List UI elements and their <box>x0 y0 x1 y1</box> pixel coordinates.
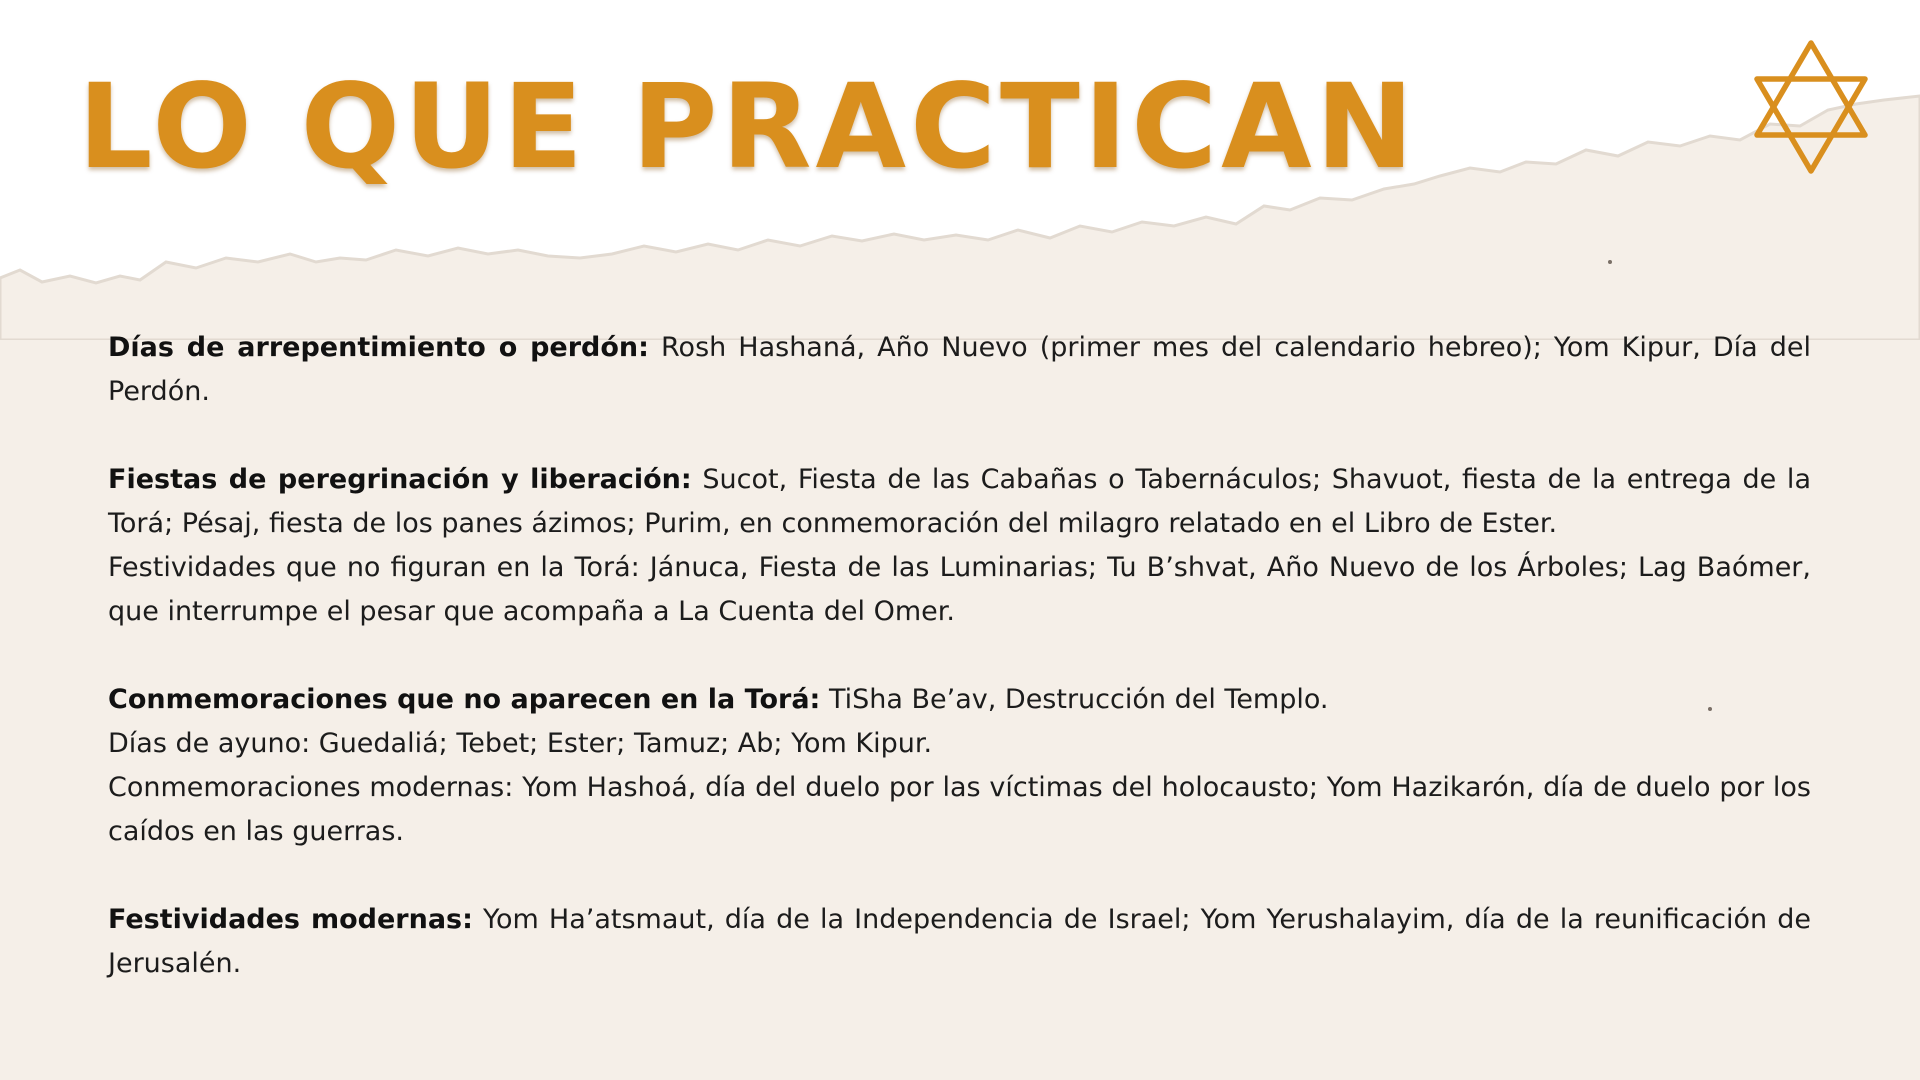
section-pilgrimage-festivals <box>108 458 1811 546</box>
section-text: Sucot, Fiesta de las Cabañas o Tabernáculos; Shavuot, fiesta de la entrega de la Torá; Pésaj, fiesta de los panes ázimos; Purim, en conmemoración del milagro relatado en el Libro de Ester. <box>108 464 1811 539</box>
section-modern-festivities <box>108 898 1811 986</box>
section-heading: Días de arrepentimiento o perdón: <box>108 332 649 363</box>
section-heading: Festividades modernas: <box>108 904 473 935</box>
section-heading: Conmemoraciones que no aparecen en la Torá: <box>108 684 821 715</box>
star-of-david-icon <box>1752 38 1870 176</box>
section-commemorations <box>108 678 1811 722</box>
section-heading: Fiestas de peregrinación y liberación: <box>108 464 692 495</box>
section-text: Rosh Hashaná, Año Nuevo (primer mes del calendario hebreo); Yom Kipur, Día del Perdón. <box>108 332 1811 407</box>
section-text: TiSha Be’av, Destrucción del Templo. <box>828 684 1329 715</box>
paper-speck <box>1608 260 1612 264</box>
practices-text <box>108 326 1811 986</box>
section-line-modern-commemorations: Conmemoraciones modernas: Yom Hashoá, día del duelo por las víctimas del holocausto; Yom Hazikarón, día de duelo por los caídos en las guerras. <box>108 772 1811 847</box>
section-repentance-days <box>108 326 1811 414</box>
section-text: Yom Ha’atsmaut, día de la Independencia de Israel; Yom Yerushalayim, día de la reunificación de Jerusalén. <box>108 904 1811 979</box>
section-line-fast-days: Días de ayuno: Guedaliá; Tebet; Ester; Tamuz; Ab; Yom Kipur. <box>108 728 933 759</box>
section-line-non-torah-festivities: Festividades que no figuran en la Torá: Jánuca, Fiesta de las Luminarias; Tu B’shvat, Año Nuevo de los Árboles; Lag Baómer, que interrumpe el pesar que acompaña a La Cuenta del Omer. <box>108 552 1811 627</box>
page-title: LO QUE PRACTICAN <box>78 58 1418 195</box>
